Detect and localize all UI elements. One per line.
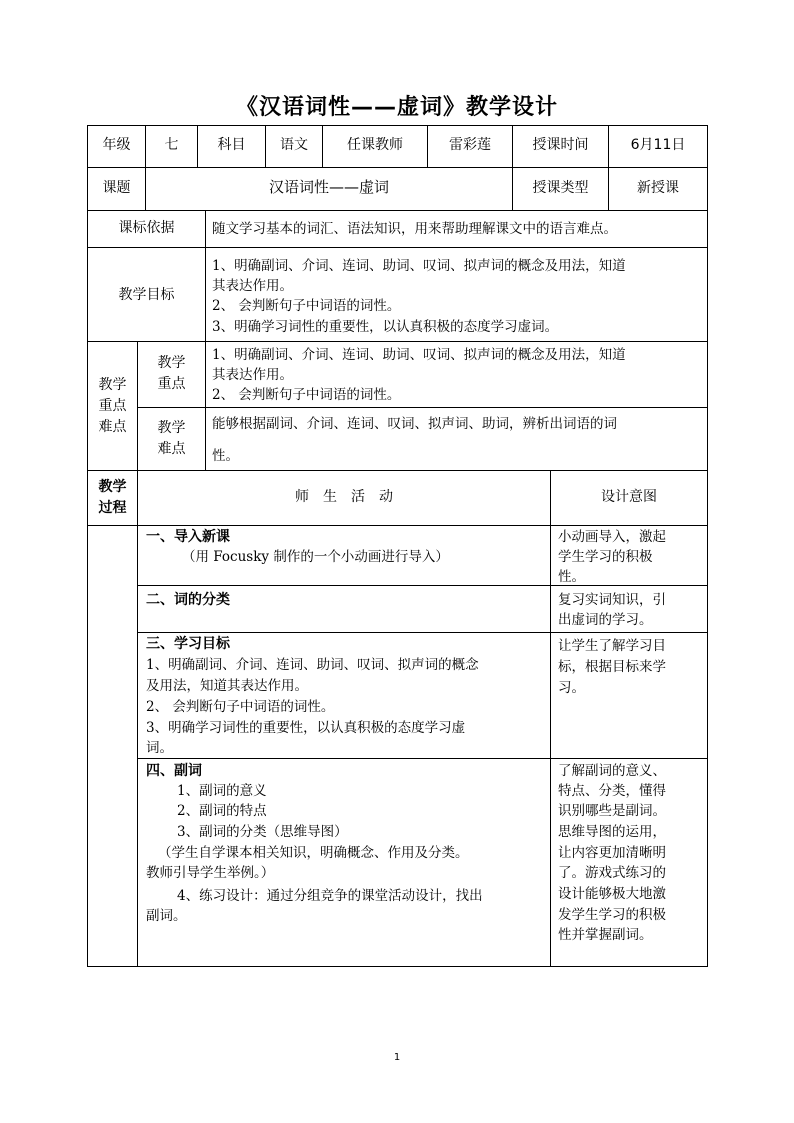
- key-line: 2、 会判断句子中词语的词性。: [212, 387, 401, 403]
- teacher-label: 任课教师: [347, 137, 403, 153]
- intent-line: 思维导图的运用，: [558, 824, 666, 840]
- intent-line: 性。: [558, 569, 585, 585]
- step-line: 2、 会判断句子中词语的词性。: [146, 699, 335, 715]
- intent-line: 标，根据目标来学: [558, 659, 666, 675]
- type-label: 授课类型: [532, 180, 589, 196]
- goals-line: 2、 会判断句子中词语的词性。: [212, 298, 401, 314]
- difficult-line: 能够根据副词、介词、连词、叹词、拟声词、助词，辨析出词语的词: [212, 416, 617, 432]
- intent-line: 特点、分类，懂得: [558, 783, 666, 799]
- grade-value: 七: [164, 137, 179, 153]
- step-line: 3、副词的分类（思维导图）: [177, 824, 348, 840]
- step-line: （用 Focusky 制作的一个小动画进行导入）: [182, 549, 449, 565]
- step-line: 2、副词的特点: [177, 803, 267, 819]
- intent-line: 小动画导入，激起: [558, 529, 666, 545]
- intent-line: 性并掌握副词。: [558, 927, 653, 943]
- intent-line: 复习实词知识，引: [558, 592, 666, 608]
- time-label: 授课时间: [532, 137, 589, 153]
- step-line: 1、副词的意义: [177, 783, 267, 799]
- key-line: 其表达作用。: [212, 367, 293, 383]
- goals-line: 其表达作用。: [212, 278, 293, 294]
- intent-line: 学生学习的积极: [558, 549, 653, 565]
- subject-label: 科目: [217, 137, 246, 153]
- intent-line: 了解副词的意义、: [558, 763, 666, 779]
- intent-line: 识别哪些是副词。: [558, 803, 666, 819]
- step-line: 词。: [146, 740, 173, 756]
- difficult-line: 性。: [212, 448, 239, 464]
- key-line: 1、明确副词、介词、连词、助词、叹词、拟声词的概念及用法，知道: [212, 347, 626, 363]
- subject-value: 语文: [280, 137, 308, 153]
- intent-line: 习。: [558, 680, 585, 696]
- grade-label: 年级: [102, 137, 131, 153]
- key-difficult-label: 教学 重点 难点: [98, 377, 127, 435]
- step-line: （学生自学课本相关知识，明确概念、作用及分类。: [158, 845, 469, 861]
- standard-text: 随文学习基本的词汇、语法知识，用来帮助理解课文中的语言难点。: [212, 221, 617, 237]
- step-line: 4、练习设计：通过分组竞争的课堂活动设计，找出: [177, 888, 483, 904]
- topic-value: 汉语词性——虚词: [268, 178, 389, 196]
- activity-header: 师 生 活 动: [295, 489, 393, 505]
- page-number: 1: [393, 1052, 401, 1063]
- intent-line: 发学生学习的积极: [558, 907, 666, 923]
- intent-line: 让学生了解学习目: [558, 638, 666, 654]
- page-title: 《汉语词性——虚词》教学设计: [235, 95, 558, 120]
- goals-line: 1、明确副词、介词、连词、助词、叹词、拟声词的概念及用法，知道: [212, 258, 626, 274]
- difficult-label: 教学 难点: [157, 420, 186, 457]
- intent-line: 出虚词的学习。: [558, 612, 653, 628]
- step-heading: 三、学习目标: [146, 636, 230, 652]
- intent-header: 设计意图: [601, 489, 657, 505]
- intent-line: 让内容更加清晰明: [558, 845, 666, 861]
- step-line: 3、明确学习词性的重要性，以认真积极的态度学习虚: [146, 720, 466, 736]
- step-line: 教师引导学生举例。）: [146, 865, 275, 881]
- step-heading: 二、词的分类: [146, 592, 230, 608]
- step-line: 1、明确副词、介词、连词、助词、叹词、拟声词的概念: [146, 657, 479, 673]
- step-heading: 一、导入新课: [146, 529, 230, 545]
- step-line: 副词。: [146, 908, 187, 924]
- process-label: 教学 过程: [98, 479, 127, 516]
- step-line: 及用法，知道其表达作用。: [146, 678, 308, 694]
- type-value: 新授课: [637, 180, 679, 196]
- step-heading: 四、副词: [146, 763, 202, 779]
- standard-label: 课标依据: [118, 220, 175, 236]
- time-value: 6月11日: [630, 137, 686, 153]
- key-label: 教学 重点: [157, 355, 186, 392]
- intent-line: 设计能够极大地激: [558, 886, 666, 902]
- goals-label: 教学目标: [118, 287, 175, 303]
- teacher-value: 雷彩莲: [449, 137, 491, 153]
- topic-label: 课题: [102, 180, 131, 196]
- intent-line: 了。游戏式练习的: [558, 865, 666, 881]
- goals-line: 3、明确学习词性的重要性，以认真积极的态度学习虚词。: [212, 319, 559, 335]
